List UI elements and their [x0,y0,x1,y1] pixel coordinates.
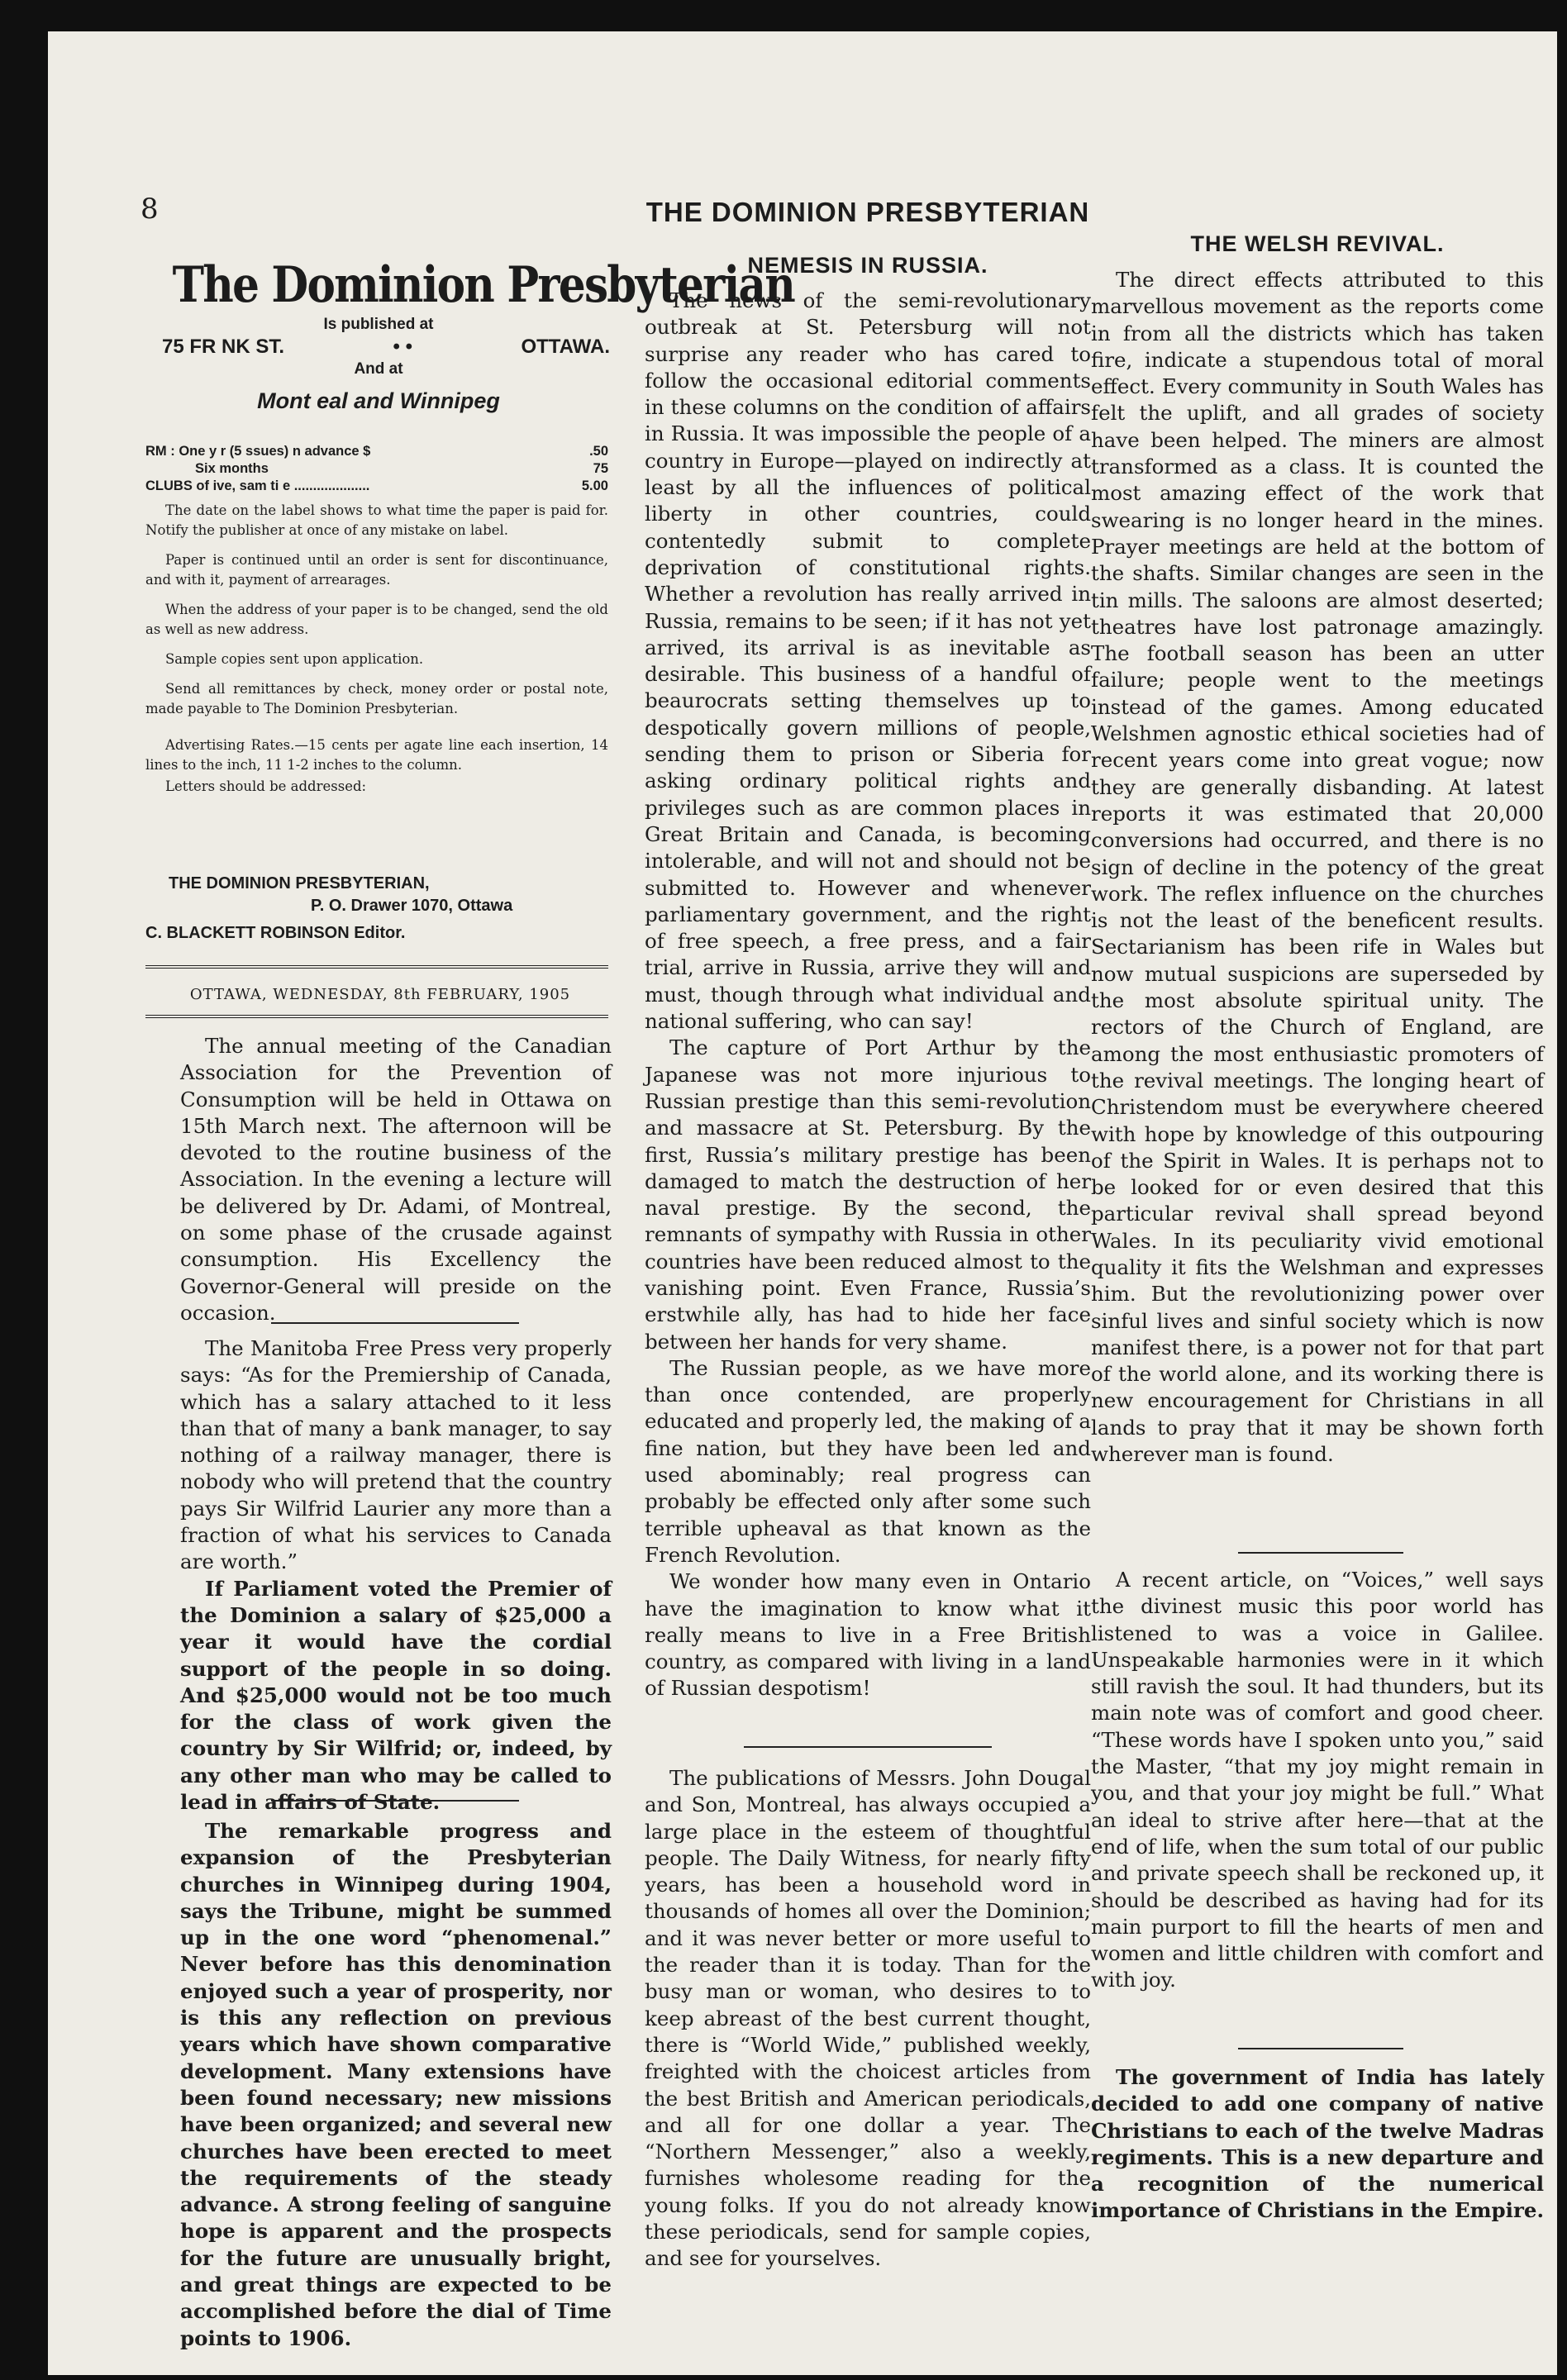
divider [744,1746,992,1748]
terms-row [145,478,608,495]
article-paragraph: The annual meeting of the Canadian Association for the Prevention of Consumption will be held in Ottawa on 15th March next. The afternoon will be devoted to the routine business of the Association. In the evening a lecture will be delivered by Dr. Adami, of Montreal, on some phase of the crusade against consumption. His Excellency the Governor-General will preside on the occasion. [180,1034,612,1325]
publisher-address [139,336,618,359]
terms-price: 5.00 [581,478,608,493]
article-paragraph: The direct effects attributed to this marvellous movement as the reports come in from all the districts which has taken fire, indicate a stupendous total of moral effect. Every community in South Wales has felt the uplift, and all grades of society have been helped. The miners are almost transformed as a class. It is counted the most amazing effect of the work that swearing is no longer heard in the mines. Prayer meetings are held at the bottom of the shafts. Similar changes are seen in the tin mills. The saloons are almost deserted; theatres have lost patronage amazingly. The football season has been an utter failure; people went to the meetings instead of the games. Among educated Welshmen agnostic ethical societies had of recent years come into great vogue; now they are generally disbanding. At latest reports it was estimated that 20,000 conversions had occurred, and there is no sign of decline in the potency of the great work. The reflex influence on the churches is not the least of the beneficent results. Sectarianism has been rife in Wales but now mutual suspicions are superseded by the most absolute spiritual unity. The rectors of the Church of England, are among the most enthusiastic promoters of the revival meetings. The longing heart of Christendom must be everywhere cheered with hope by knowledge of this outpouring of the Spirit in Wales. It is perhaps not to be looked for or even desired that this particular revival shall spread beyond Wales. In its peculiarity vivid emotional quality it fits the Welshman and expresses him. But the revolutionizing power over sinful lives and sinful society which is now manifest there, is a power not for that part of the world alone, and its working there is new encouragement for Christians in all lands to pray that it may be shown forth wherever man is found. [1091,268,1544,1467]
terms-label: RM : One y r (5 ssues) n advance $ [145,444,371,459]
article-paragraph: The news of the semi-revolutionary outbreak at St. Petersburg will not surprise any reader who has cared to follow the occasional editorial comments in these columns on the condition of affairs in Russia. It was impossible the people of a country in Europe—played on indirectly at least by all the influences of political liberty in other countries, could contentedly submit to complete deprivation of constitutional rights. Whether a revolution has really arrived in Russia, remains to be seen; if it has not yet arrived, its arrival is as inevitable as desirable. This business of a handful of beaurocrats setting themselves up to despotically govern millions of people, sending them to prison or Siberia for asking ordinary political rights and privileges such as are common places in Great Britain and Canada, is becoming intolerable, and will not and should not be submitted to. However and whenever parliamentary government, and the right of free speech, a free press, and a fair trial, arrive in Russia, arrive they will and must, though through what individual and national suffering, who can say! [645,288,1091,1034]
terms-row [145,460,608,478]
article-paragraph: The capture of Port Arthur by the Japanese was not more injurious to Russian prestige than this semi-revolution and massacre at St. Petersburg. By the first, Russia’s military prestige has been damaged to match the destruction of her naval prestige. By the second, the remnants of sympathy with Russia in other countries have been reduced almost to the vanishing point. Even France, Russia’s erstwhile ally, has had to hide her face between her hands for very shame. [645,1035,1091,1354]
article-paragraph: The publications of Messrs. John Dougal and Son, Montreal, has always occupied a large place in the esteem of thoughtful people. The Daily Witness, for nearly fifty years, has been a household word in thousands of homes all over the Dominion; and it was never better or more useful to the reader than it is today. Than for the busy man or woman, who desires to to keep abreast of the best current thought, there is “World Wide,” published weekly, freighted with the choicest articles from the best British and American periodicals, and all for one dollar a year. The “Northern Messenger,” also a weekly, furnishes wholesome reading for the young folks. If you do not already know these periodicals, send for sample copies, and see for yourselves. [645,1766,1091,2271]
branch-cities: Mont eal and Winnipeg [257,388,500,413]
column-3 [1091,267,1544,1468]
address-name: THE DOMINION PRESBYTERIAN, [169,874,430,892]
article-heading: NEMESIS IN RUSSIA. [747,253,988,278]
divider [145,1015,608,1018]
article-paragraph: The remarkable progress and expansion of the Presbyterian churches in Winnipeg during 1904, says the Tribune, might be summed up in the one word “phenomenal.” Never before has this denomination enjoyed such a year of prosperity, nor is this any reflection on previous years which have shown comparative development. Many extensions have been found necessary; new missions have been organized; and several new churches have been erected to meet the requirements of the steady advance. A strong feeling of sanguine hope is apparent and the prospects for the future are unusually bright, and great things are expected to be accomplished before the dial of Time points to 1906. [180,1819,612,2350]
note: Send all remittances by check, money order or postal note, made payable to The Dominion Presbyterian. [145,681,608,716]
column-2 [645,288,1091,1702]
note: The date on the label shows to what time the paper is paid for. Notify the publisher at once of any mistake on label. [145,502,608,538]
editor-line: C. BLACKETT ROBINSON Editor. [145,924,406,942]
masthead-title: The Dominion Presbyterian [172,256,795,314]
subscription-terms [145,443,608,495]
publisher-notes [145,501,608,798]
divider [1238,1552,1403,1554]
terms-label: CLUBS of ive, sam ti e .................... [145,478,370,493]
divider [271,1322,519,1324]
dateline: OTTAWA, WEDNESDAY, 8th FEBRUARY, 1905 [189,986,571,1003]
note: When the address of your paper is to be changed, send the old as well as new address. [145,602,608,637]
published-at: Is published at [323,316,434,333]
note: Paper is continued until an order is sent for discontinuance, and with it, payment of arrearages. [145,552,608,588]
letters-note: Letters should be addressed: [165,778,367,794]
page-number: 8 [141,193,159,226]
address-street: 75 FR NK ST. [162,336,285,358]
divider [1238,2048,1403,2049]
article-paragraph: The Manitoba Free Press very properly says: “As for the Premiership of Canada, which has a salary attached to it less than that of many a bank manager, to say nothing of a railway manager, there is nobody who will pretend that the country pays Sir Wilfrid Laurier any more than a fraction of what his services to Canada are worth.” [180,1336,612,1574]
terms-label: Six months [195,461,269,476]
running-head: THE DOMINION PRESBYTERIAN [645,197,1090,227]
column-1 [180,1335,612,1816]
address-dots: • • [393,336,412,358]
article-paragraph: We wonder how many even in Ontario have the imagination to know what it really means to live in a Free British country, as compared with living in a land of Russian despotism! [645,1569,1091,1701]
mailing-address [145,873,608,945]
article-paragraph: A recent article, on “Voices,” well says the divinest music this poor world has listened to was a voice in Galilee. Unspeakable harmonies were in it which still ravish the soul. It had thunders, but its main note was of comfort and good cheer. “These words have I spoken unto you,” said the Master, “that my joy might remain in you, and that your joy might be full.” What an ideal to strive after here—that at the end of life, when the sum total of our public and private speech shall be reckoned up, it should be described as having had for its main purport to fill the hearts of men and women and little children with comfort and with joy. [1091,1568,1544,1992]
article-paragraph: If Parliament voted the Premier of the Dominion a salary of $25,000 a year it would have the cordial support of the people in so doing. And $25,000 would not be too much for the class of work given the country by Sir Wilfrid; or, indeed, by any other man who may be called to lead in affairs of State. [180,1576,612,1815]
divider [145,965,608,969]
terms-price: .50 [589,444,608,459]
column-1 [180,1033,612,1326]
article-paragraph: The government of India has lately decided to add one company of native Christians to each of the twelve Madras regiments. This is a new departure and a recognition of the numerical importance of Christians in the Empire. [1091,2065,1544,2223]
column-1 [180,1818,612,2352]
advertising-rates: Advertising Rates.—15 cents per agate line each insertion, 14 lines to the inch, 11 1-2 inches to the column. [145,737,608,773]
terms-row [145,443,608,460]
masthead [139,256,795,414]
note: Sample copies sent upon application. [165,651,424,667]
and-at: And at [354,360,403,378]
newspaper-page [48,31,1557,2375]
column-3 [1091,2064,1544,2225]
terms-price: 75 [593,461,608,476]
divider [271,1800,519,1802]
article-heading: THE WELSH REVIVAL. [1190,231,1445,256]
column-2 [645,1765,1091,2273]
column-3 [1091,1567,1544,1994]
article-paragraph: The Russian people, as we have more than once contended, are properly educated and properly led, the making of a fine nation, but they have been led and used abominably; real progress can probably be effected only after some such terrible upheaval as that known as the French Revolution. [645,1355,1091,1567]
address-box: P. O. Drawer 1070, Ottawa [311,897,513,915]
address-city: OTTAWA. [521,336,610,358]
